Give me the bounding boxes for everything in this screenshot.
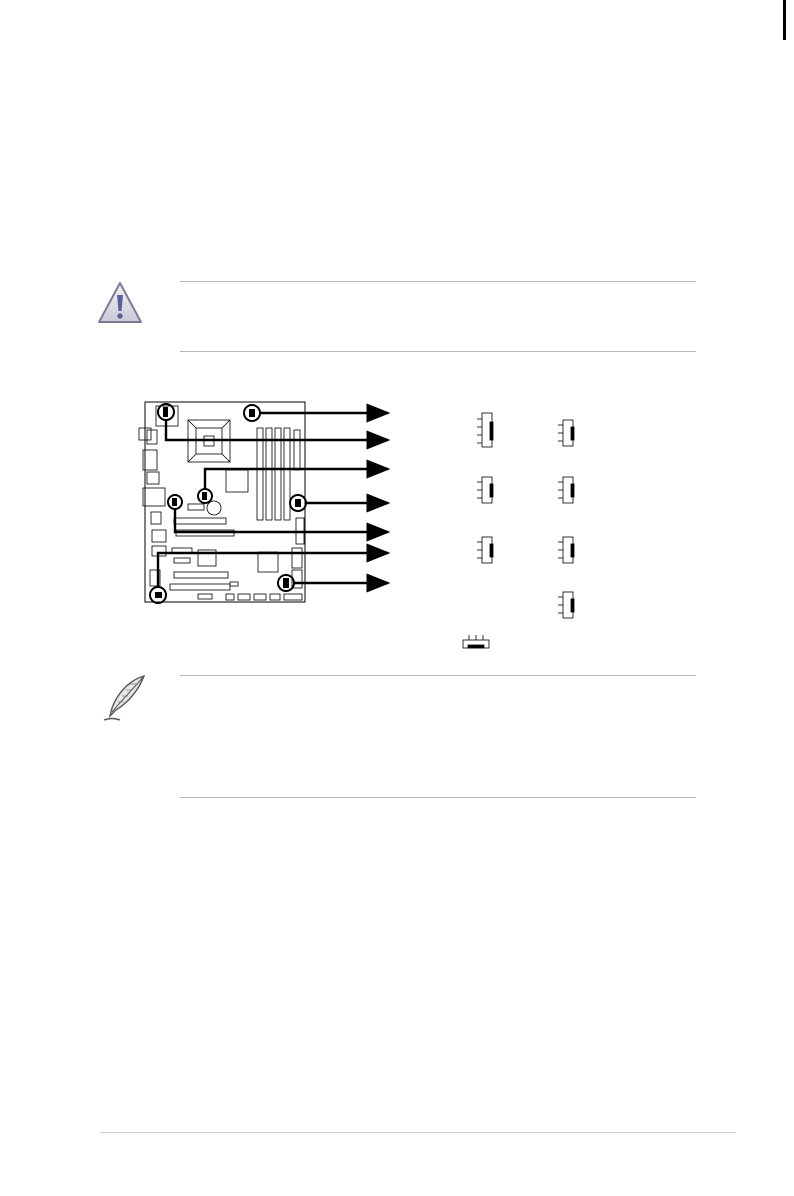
pinout-3pin-b (477, 537, 493, 563)
pinout-3pin-d (558, 477, 574, 503)
pinout-3pin-e (558, 537, 574, 563)
pinout-4pin-a (477, 413, 493, 447)
note-top-rule (180, 675, 696, 676)
footer-rule (100, 1132, 736, 1133)
pinout-3pin-f (558, 592, 574, 618)
pinout-3pin-horizontal (463, 635, 489, 648)
quill-pen-icon (100, 672, 152, 724)
note-text (180, 688, 696, 788)
fan-connector-pins (155, 407, 301, 598)
note-bottom-rule (180, 797, 696, 798)
pinout-3pin-a (477, 477, 493, 503)
pinout-3pin-c (558, 420, 574, 446)
dimm-slots (257, 428, 300, 520)
connector-leader-arrows (158, 413, 388, 587)
